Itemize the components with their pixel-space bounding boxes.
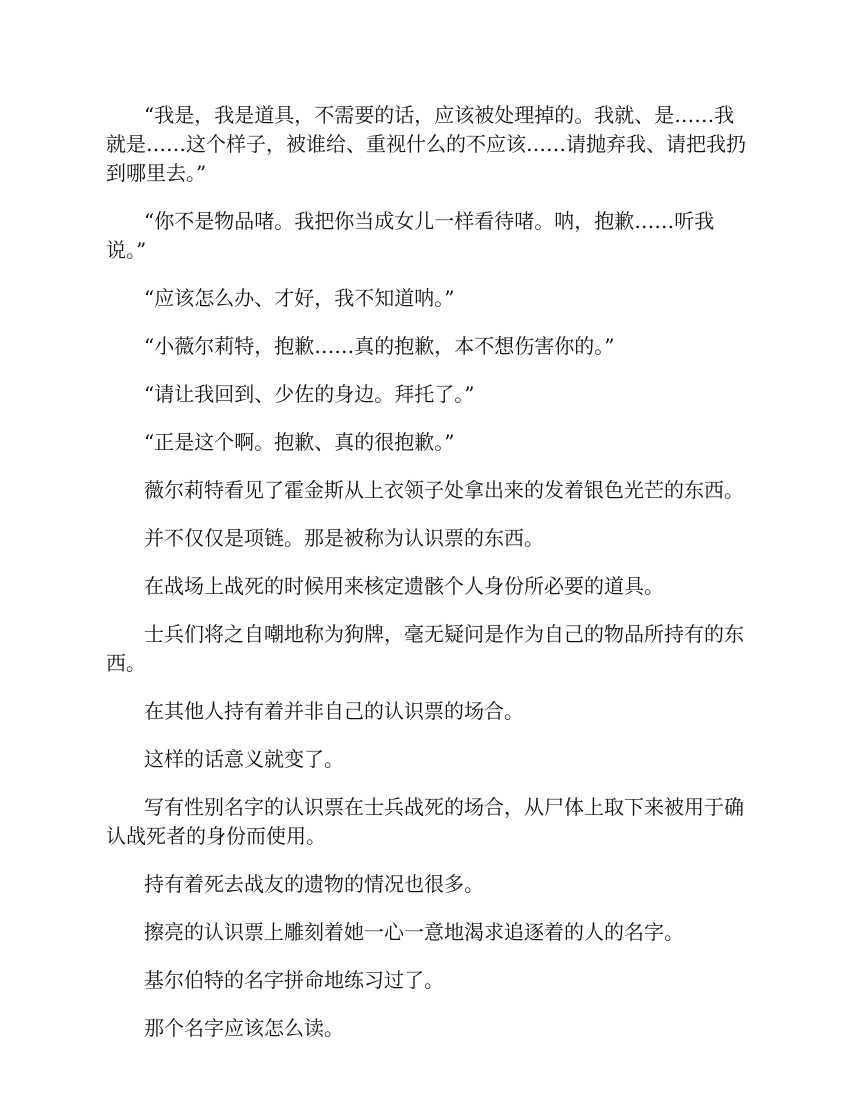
paragraph: “我是，我是道具，不需要的话，应该被处理掉的。我就、是……我就是……这个样子，被谁给、重视什么的不应该……请抛弃我、请把我扔到哪里去。” <box>106 103 746 185</box>
paragraph: 在其他人持有着并非自己的认识票的场合。 <box>144 699 524 723</box>
paragraph: 持有着死去战友的遗物的情况也很多。 <box>144 872 484 896</box>
paragraph: 这样的话意义就变了。 <box>144 747 344 771</box>
paragraph: “请让我回到、少佐的身边。拜托了。” <box>144 382 475 406</box>
paragraph: 写有性别名字的认识票在士兵战死的场合，从尸体上取下来被用于确认战死者的身份而使用。 <box>106 795 744 848</box>
paragraph: 擦亮的认识票上雕刻着她一心一意地渴求追逐着的人的名字。 <box>144 920 684 944</box>
paragraph: 士兵们将之自嘲地称为狗牌，毫无疑问是作为自己的物品所持有的东西。 <box>106 622 744 675</box>
paragraph: 薇尔莉特看见了霍金斯从上衣领子处拿出来的发着银色光芒的东西。 <box>144 478 744 502</box>
paragraph: 在战场上战死的时候用来核定遗骸个人身份所必要的道具。 <box>144 574 664 598</box>
paragraph: “正是这个啊。抱歉、真的很抱歉。” <box>144 430 455 454</box>
paragraph: 那个名字应该怎么读。 <box>144 1016 344 1040</box>
paragraph: “你不是物品啫。我把你当成女儿一样看待啫。呐，抱歉……听我说。” <box>106 209 715 262</box>
paragraph: “应该怎么办、才好，我不知道呐。” <box>144 286 455 310</box>
paragraph: 并不仅仅是项链。那是被称为认识票的东西。 <box>144 526 544 550</box>
paragraph: 基尔伯特的名字拼命地练习过了。 <box>144 968 444 992</box>
paragraph: “小薇尔莉特，抱歉……真的抱歉，本不想伤害你的。” <box>144 334 615 358</box>
text-body <box>106 101 746 1062</box>
